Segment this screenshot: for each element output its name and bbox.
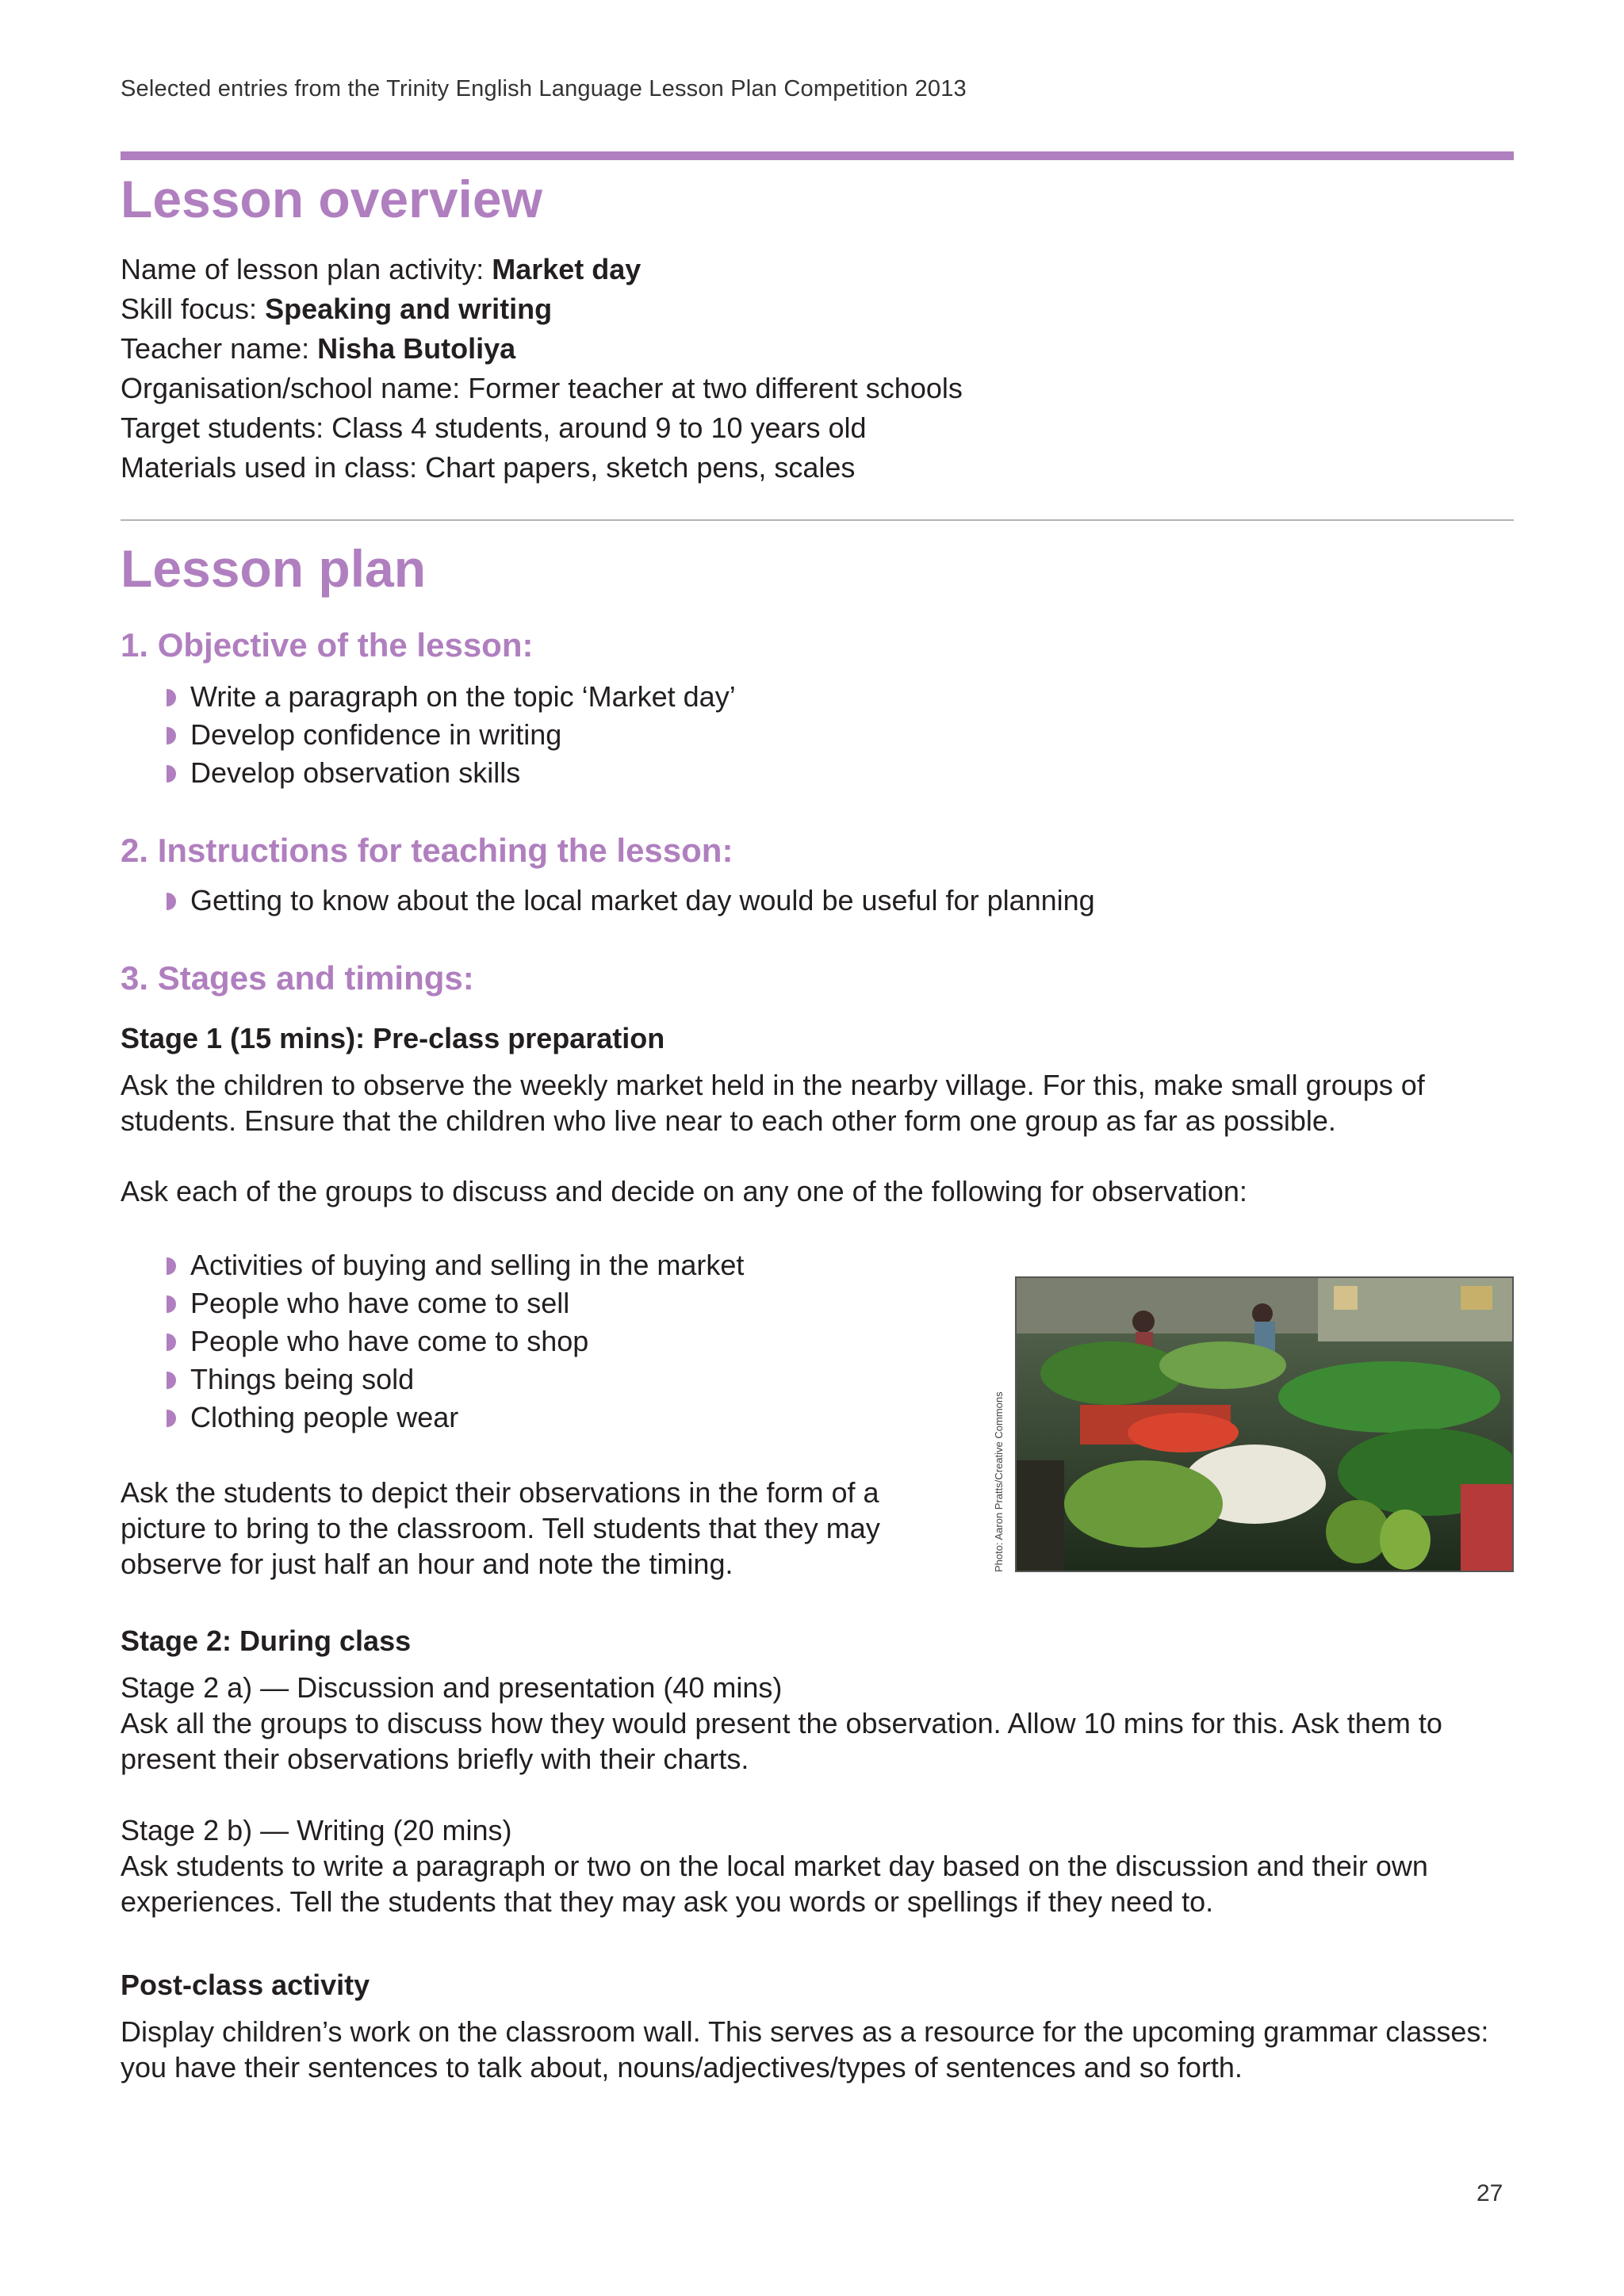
lesson-overview-title: Lesson overview bbox=[121, 170, 542, 228]
stage1-paragraph-2: Ask each of the groups to discuss and decide on any one of the following for observation: bbox=[121, 1175, 1247, 1207]
lesson-plan-title: Lesson plan bbox=[121, 539, 427, 598]
list-item: Getting to know about the local market day would be useful for planning bbox=[167, 882, 1095, 920]
photo-credit: Photo: Aaron Pratts/Creative Commons bbox=[993, 1391, 1005, 1572]
list-item: Write a paragraph on the topic ‘Market day’ bbox=[167, 678, 736, 716]
bullet-icon bbox=[167, 727, 176, 744]
bullet-icon bbox=[167, 1334, 176, 1351]
stage2a-block: Stage 2 a) — Discussion and presentation (40 mins) Ask all the groups to discuss how they would present the observation. Allow 10 mins for this. Ask them to present their observations briefly with their charts. bbox=[121, 1671, 1442, 1775]
running-header: Selected entries from the Trinity English Language Lesson Plan Competition 2013 bbox=[121, 76, 967, 101]
list-item: Clothing people wear bbox=[167, 1399, 744, 1437]
stage2-heading: Stage 2: During class bbox=[121, 1624, 412, 1657]
stage2b-block: Stage 2 b) — Writing (20 mins) Ask students to write a paragraph or two on the local market day based on the discussion and their own experiences. Tell the students that they may ask you words or spellings if they need to. bbox=[121, 1814, 1428, 1918]
stage1-paragraph-3: Ask the students to depict their observations in the form of a picture to bring to the classroom. Tell students that they may observe for just half an hour and note the timing. bbox=[121, 1476, 880, 1580]
market-photo bbox=[1015, 1276, 1514, 1572]
overview-field: Teacher name: Nisha Butoliya bbox=[121, 332, 516, 365]
instructions-heading: 2. Instructions for teaching the lesson: bbox=[121, 832, 733, 869]
bullet-icon bbox=[167, 1410, 176, 1427]
overview-field: Skill focus: Speaking and writing bbox=[121, 293, 553, 325]
overview-field: Name of lesson plan activity: Market day bbox=[121, 253, 642, 285]
instructions-list bbox=[167, 882, 1095, 920]
post-class-heading: Post-class activity bbox=[121, 1969, 370, 2001]
bullet-icon bbox=[167, 1372, 176, 1389]
stages-heading: 3. Stages and timings: bbox=[121, 959, 474, 997]
objective-heading: 1. Objective of the lesson: bbox=[121, 626, 534, 664]
section-rule-thick bbox=[121, 151, 1514, 160]
overview-field: Organisation/school name: Former teacher at two different schools bbox=[121, 372, 963, 404]
page-number: 27 bbox=[1477, 2180, 1503, 2206]
overview-fields bbox=[121, 250, 963, 488]
list-item: People who have come to shop bbox=[167, 1322, 744, 1360]
bullet-icon bbox=[167, 765, 176, 783]
bullet-icon bbox=[167, 1257, 176, 1275]
list-item: Activities of buying and selling in the market bbox=[167, 1246, 744, 1284]
list-item: Develop observation skills bbox=[167, 754, 736, 792]
overview-field: Materials used in class: Chart papers, sketch pens, scales bbox=[121, 451, 856, 484]
list-item: Develop confidence in writing bbox=[167, 716, 736, 754]
overview-field: Target students: Class 4 students, around 9 to 10 years old bbox=[121, 411, 867, 444]
post-class-paragraph: Display children’s work on the classroom wall. This serves as a resource for the upcoming grammar classes: you have their sentences to talk about, nouns/adjectives/types of sentences and so forth. bbox=[121, 2015, 1489, 2084]
objective-list bbox=[167, 678, 736, 792]
list-item: Things being sold bbox=[167, 1360, 744, 1399]
stage1-heading: Stage 1 (15 mins): Pre-class preparation bbox=[121, 1022, 665, 1054]
bullet-icon bbox=[167, 1295, 176, 1313]
stage1-paragraph-1: Ask the children to observe the weekly market held in the nearby village. For this, make small groups of students. Ensure that the children who live near to each other form one group as far as possible. bbox=[121, 1069, 1425, 1137]
list-item: People who have come to sell bbox=[167, 1284, 744, 1322]
bullet-icon bbox=[167, 689, 176, 706]
observation-list bbox=[167, 1246, 744, 1437]
bullet-icon bbox=[167, 893, 176, 910]
section-divider bbox=[121, 519, 1514, 521]
